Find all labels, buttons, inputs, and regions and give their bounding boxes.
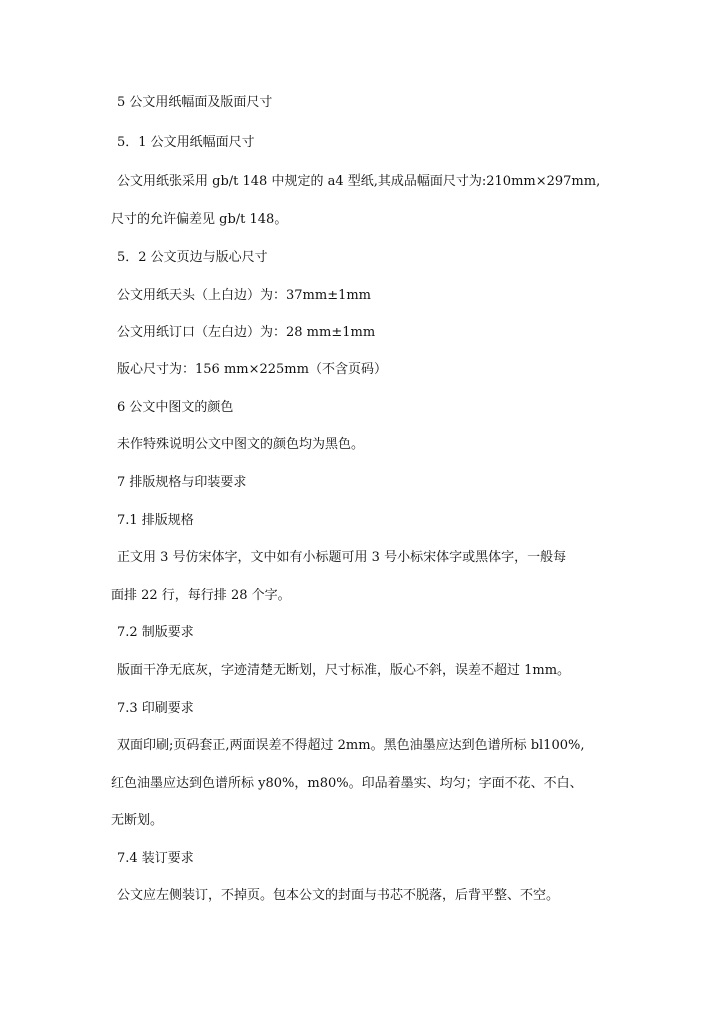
heading-section-5-1: 5．1 公文用纸幅面尺寸 xyxy=(117,135,255,150)
heading-section-7-1: 7.1 排版规格 xyxy=(117,513,194,528)
heading-section-7-4: 7.4 装订要求 xyxy=(117,851,194,866)
paragraph-line: 红色油墨应达到色谱所标 y80%，m80%。印品着墨实、均匀；字面不花、不白、 xyxy=(111,776,583,791)
heading-section-5-2: 5．2 公文页边与版心尺寸 xyxy=(117,250,268,265)
paragraph-line: 公文用纸天头（上白边）为：37mm±1mm xyxy=(117,288,372,303)
heading-section-7: 7 排版规格与印装要求 xyxy=(117,475,247,490)
paragraph-line: 尺寸的允许偏差见 gb/t 148。 xyxy=(111,212,288,227)
heading-section-6: 6 公文中图文的颜色 xyxy=(117,400,234,415)
paragraph-line: 版面干净无底灰，字迹清楚无断划，尺寸标准，版心不斜，误差不超过 1mm。 xyxy=(117,663,571,678)
paragraph-line: 公文用纸订口（左白边）为：28 mm±1mm xyxy=(117,325,376,340)
heading-section-5: 5 公文用纸幅面及版面尺寸 xyxy=(117,95,273,110)
paragraph-line: 版心尺寸为：156 mm×225mm（不含页码） xyxy=(117,362,387,377)
paragraph-line: 公文用纸张采用 gb/t 148 中规定的 a4 型纸,其成品幅面尺寸为:210mm×297mm, xyxy=(117,174,601,189)
heading-section-7-2: 7.2 制版要求 xyxy=(117,625,194,640)
paragraph-line: 无断划。 xyxy=(111,813,164,828)
paragraph-line: 双面印刷;页码套正,两面误差不得超过 2mm。黑色油墨应达到色谱所标 bl100%, xyxy=(117,738,585,753)
paragraph-line: 面排 22 行，每行排 28 个字。 xyxy=(111,588,291,603)
paragraph-line: 未作特殊说明公文中图文的颜色均为黑色。 xyxy=(117,437,365,452)
paragraph-line: 公文应左侧装订，不掉页。包本公文的封面与书芯不脱落，后背平整、不空。 xyxy=(117,888,560,903)
paragraph-line: 正文用 3 号仿宋体字，文中如有小标题可用 3 号小标宋体字或黑体字，一般每 xyxy=(117,550,567,565)
heading-section-7-3: 7.3 印刷要求 xyxy=(117,701,194,716)
